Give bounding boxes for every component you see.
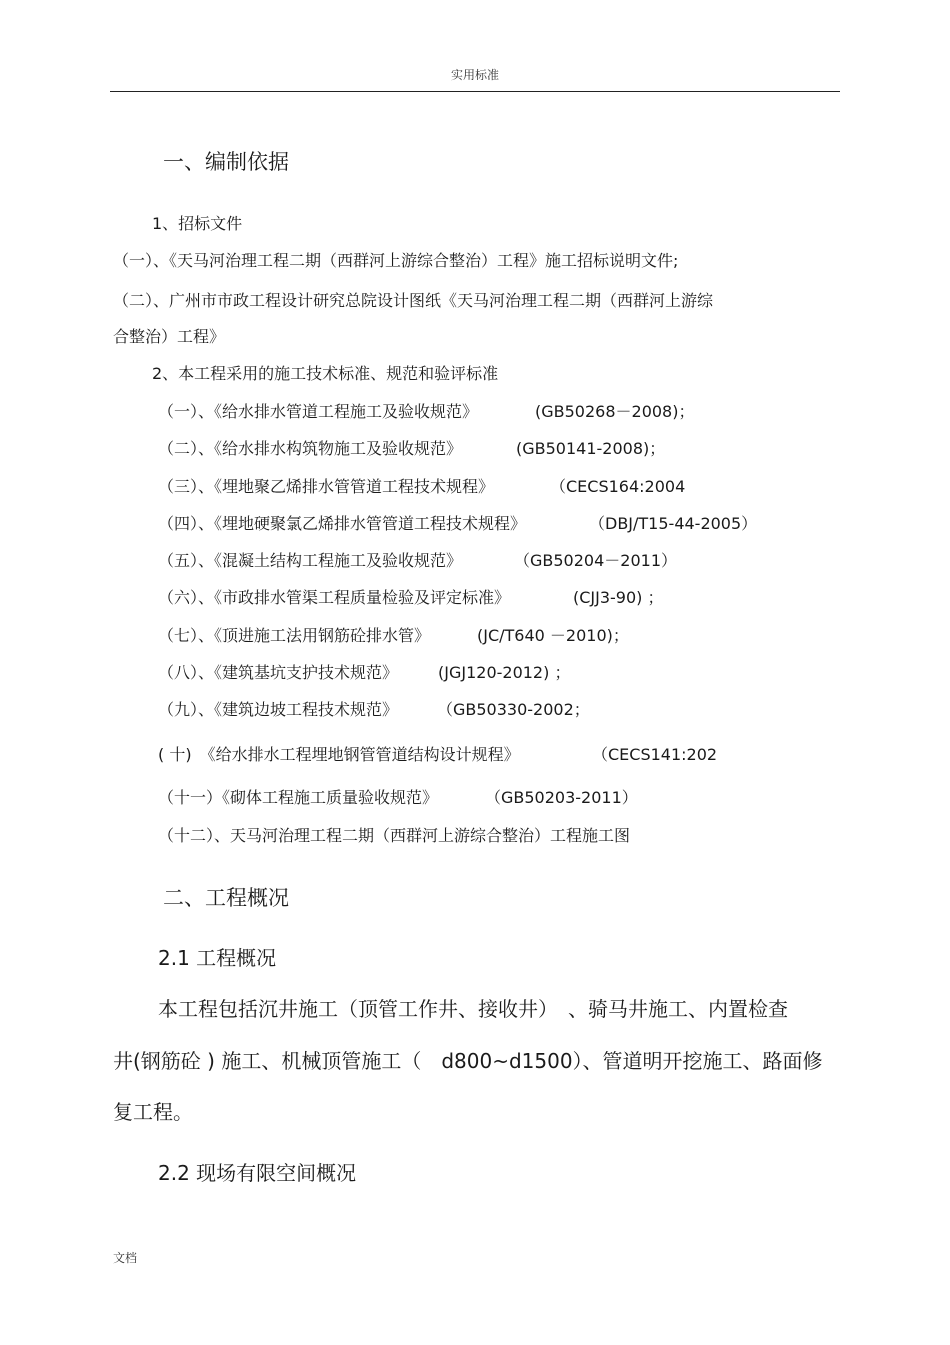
standard-2-code: (GB50141-2008)； <box>516 439 666 458</box>
standard-1-name: （一）、《给水排水管道工程施工及验收规范》 <box>158 402 479 421</box>
standard-2-name: （二）、《给水排水构筑物施工及验收规范》 <box>158 439 463 458</box>
standard-11-name: （十一）《砌体工程施工质量验收规范》 <box>158 788 439 807</box>
standard-9-code: （GB50330-2002； <box>437 700 590 719</box>
standard-5-name: （五）、《混凝土结构工程施工及验收规范》 <box>158 551 463 570</box>
sub1-title: 2.1 工程概况 <box>158 946 277 970</box>
standard-3-name: （三）、《埋地聚乙烯排水管管道工程技术规程》 <box>158 477 495 496</box>
standard-1-code: (GB50268－2008)； <box>535 402 695 421</box>
overview-para-line-2: 井(钢筋砼 ) 施工、机械顶管施工（ d800~d1500）、管道明开挖施工、路面修 <box>113 1049 823 1073</box>
standard-6-name: （六）、《市政排水管渠工程质量检验及评定标准》 <box>158 588 511 607</box>
item1-line-1: （一）、《天马河治理工程二期（西群河上游综合整治）工程》施工招标说明文件; <box>113 251 679 270</box>
standard-6-code: (CJJ3-90) ； <box>573 588 664 607</box>
standard-4-code: （DBJ/T15-44-2005） <box>589 514 758 533</box>
section2-title: 二、工程概况 <box>163 886 289 910</box>
item1-title: 1、招标文件 <box>152 214 243 233</box>
standard-11-code: （GB50203-2011） <box>485 788 638 807</box>
standard-7-code: (JC/T640 －2010)； <box>477 626 629 645</box>
page-header: 实用标准 <box>450 68 499 82</box>
page-footer: 文档 <box>113 1251 138 1265</box>
standard-10-name: ( 十) 《给水排水工程埋地钢管管道结构设计规程》 <box>158 745 520 764</box>
overview-para-line-3: 复工程。 <box>113 1100 193 1124</box>
item2-title: 2、本工程采用的施工技术标准、规范和验评标准 <box>152 364 499 383</box>
standard-10-code: （CECS141:202 <box>592 745 718 764</box>
header-rule <box>110 91 840 92</box>
sub2-title: 2.2 现场有限空间概况 <box>158 1161 357 1185</box>
item1-line-3: 合整治）工程》 <box>113 327 226 346</box>
standard-8-code: (JGJ120-2012) ； <box>438 663 571 682</box>
standard-7-name: （七）、《顶进施工法用钢筋砼排水管》 <box>158 626 431 645</box>
item1-line-2: （二）、广州市市政工程设计研究总院设计图纸《天马河治理工程二期（西群河上游综 <box>113 291 714 310</box>
standard-12-name: （十二）、天马河治理工程二期（西群河上游综合整治）工程施工图 <box>158 826 631 845</box>
standard-8-name: （八）、《建筑基坑支护技术规范》 <box>158 663 399 682</box>
overview-para-line-1: 本工程包括沉井施工（顶管工作井、接收井） 、骑马井施工、内置检查 <box>158 997 788 1021</box>
standard-3-code: （CECS164:2004 <box>550 477 686 496</box>
section1-title: 一、编制依据 <box>163 150 289 174</box>
standard-5-code: （GB50204－2011） <box>514 551 677 570</box>
standard-9-name: （九）、《建筑边坡工程技术规范》 <box>158 700 399 719</box>
standard-4-name: （四）、《埋地硬聚氯乙烯排水管管道工程技术规程》 <box>158 514 527 533</box>
